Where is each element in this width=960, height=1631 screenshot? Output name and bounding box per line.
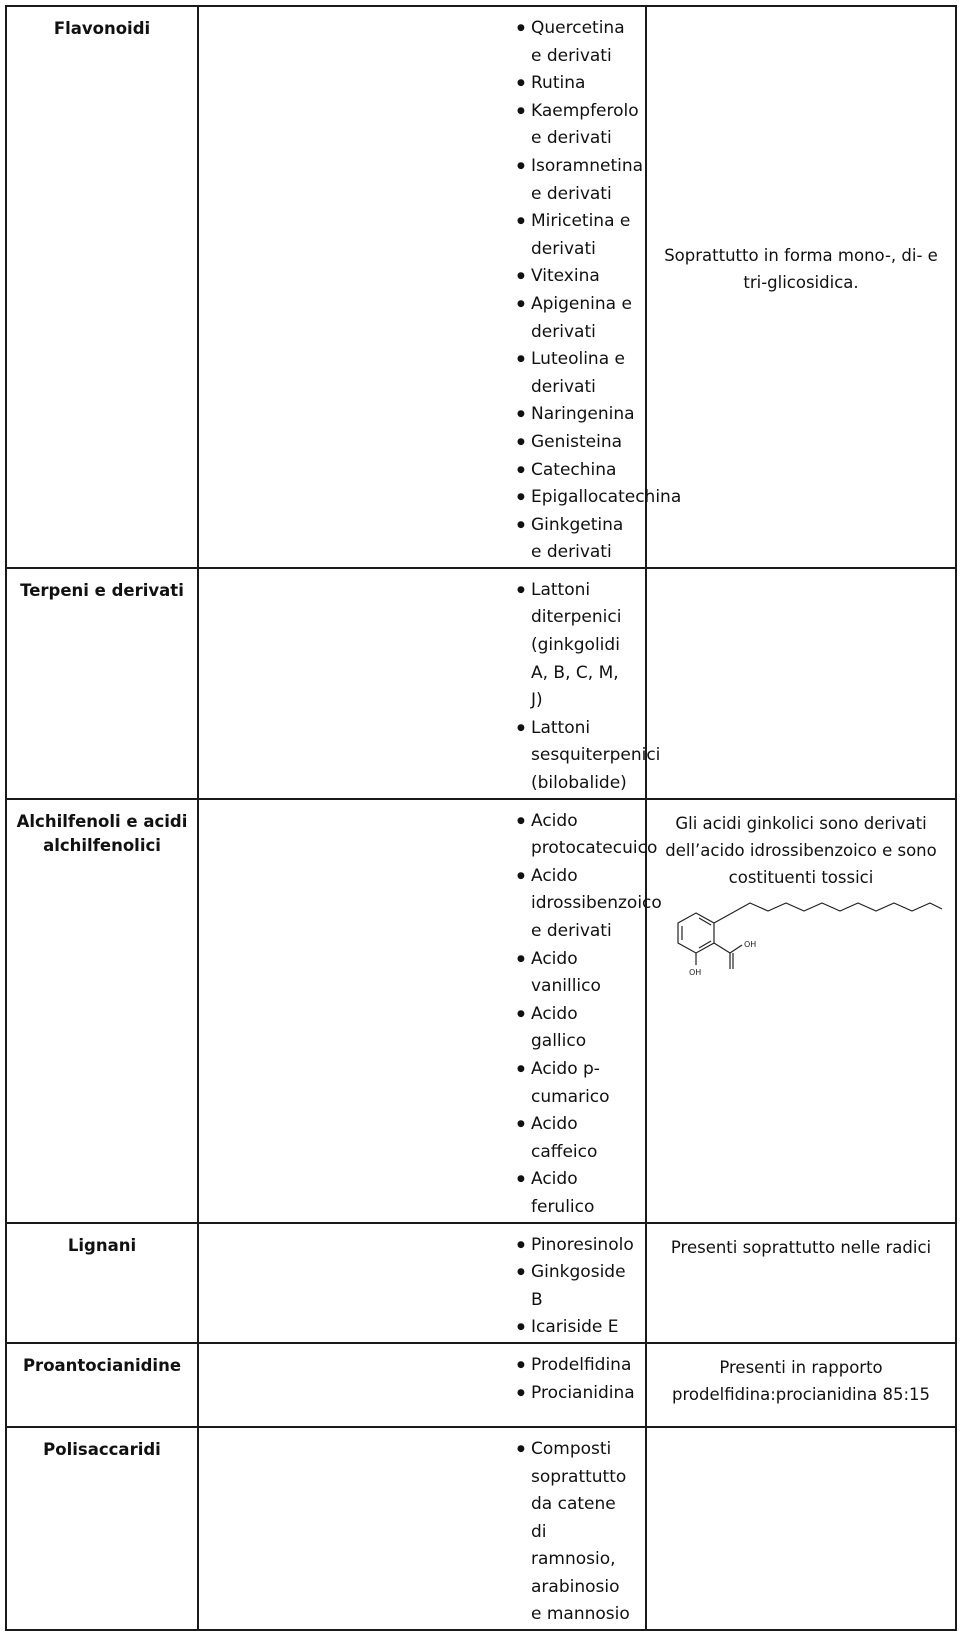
- items-list: [517, 1436, 635, 1629]
- table-row-proantocianidine: [6, 1343, 956, 1427]
- note-cell: [646, 1343, 956, 1427]
- list-item: ● Quercetina e derivati: [517, 15, 635, 70]
- note-cell: [646, 6, 956, 568]
- note-cell: [646, 799, 956, 1223]
- alkyl-chain: [714, 903, 942, 923]
- items-list: [517, 1232, 635, 1342]
- list-item: ● Acido vanillico: [517, 946, 635, 1001]
- cooh-oh-label: OH: [744, 939, 757, 949]
- category-cell: [6, 6, 198, 568]
- category-cell: [6, 799, 198, 1223]
- items-list: [517, 15, 682, 567]
- list-item: ● Lattoni diterpenici (ginkgolidi A, B, C, M, J): [517, 577, 635, 715]
- list-item: ● Genisteina: [517, 429, 635, 457]
- list-item: ● Acido ferulico: [517, 1166, 635, 1221]
- list-item: ● Vitexina: [517, 263, 635, 291]
- items-cell: [198, 6, 682, 568]
- note-text: Presenti soprattutto nelle radici: [670, 1237, 932, 1257]
- items-cell: [198, 1343, 646, 1427]
- note-text: Gli acidi ginkolici sono derivati dell’acido idrossibenzoico e sono costituenti tossici: [665, 813, 937, 887]
- list-item: ● Acido p-cumarico: [517, 1056, 635, 1111]
- category-label: Proantocianidine: [22, 1355, 182, 1375]
- compounds-table: [5, 5, 957, 1631]
- ginkgolic-acid-structure: [656, 899, 946, 979]
- list-item: ● Acido gallico: [517, 1001, 635, 1056]
- note-cell: [646, 1223, 956, 1343]
- category-cell: [6, 1223, 198, 1343]
- items-list: [517, 808, 662, 1222]
- list-item: ● Rutina: [517, 70, 635, 98]
- table-row-lignani: [6, 1223, 956, 1343]
- items-cell: [198, 799, 662, 1223]
- note-text: Presenti in rapporto prodelfidina:procianidina 85:15: [672, 1357, 930, 1404]
- list-item: ● Acido caffeico: [517, 1111, 635, 1166]
- category-label: Flavonoidi: [53, 19, 151, 38]
- items-cell: [198, 568, 661, 799]
- items-cell: [198, 1427, 646, 1630]
- items-cell: [198, 1223, 646, 1343]
- items-list: [517, 1352, 635, 1407]
- category-cell: [6, 568, 198, 799]
- note-text: Soprattutto in forma mono-, di- e tri-glicosidica.: [664, 245, 938, 292]
- list-item: ● Apigenina e derivati: [517, 291, 635, 346]
- list-item: ● Icariside E: [517, 1314, 635, 1342]
- list-item: ● Naringenina: [517, 401, 635, 429]
- category-cell: [6, 1427, 198, 1630]
- category-label: Lignani: [67, 1235, 137, 1255]
- list-item: ● Pinoresinolo: [517, 1232, 635, 1260]
- list-item: ● Isoramnetina e derivati: [517, 153, 635, 208]
- category-label: Terpeni e derivati: [20, 580, 184, 600]
- benzene-ring: [678, 913, 714, 953]
- table-row-alchilfenoli: [6, 799, 956, 1223]
- list-item: ● Epigallocatechina: [517, 484, 635, 512]
- list-item: ● Ginkgetina e derivati: [517, 512, 635, 567]
- list-item: ● Luteolina e derivati: [517, 346, 635, 401]
- list-item: ● Acido idrossibenzoico e derivati: [517, 863, 635, 946]
- category-label: Polisaccaridi: [43, 1439, 161, 1459]
- list-item: ● Catechina: [517, 457, 635, 485]
- list-item: ● Miricetina e derivati: [517, 208, 635, 263]
- category-cell: [6, 1343, 198, 1427]
- list-item: ● Procianidina: [517, 1380, 635, 1408]
- list-item: ● Lattoni sesquiterpenici (bilobalide): [517, 715, 635, 798]
- list-item: ● Prodelfidina: [517, 1352, 635, 1380]
- list-item: ● Ginkgoside B: [517, 1259, 635, 1314]
- category-label: Alchilfenoli e acidi alchilfenolici: [16, 811, 188, 855]
- list-item: ● Acido protocatecuico: [517, 808, 635, 863]
- oh-label: OH: [689, 967, 702, 977]
- note-cell: [646, 568, 956, 799]
- table-row-terpeni: [6, 568, 956, 799]
- items-list: [517, 577, 661, 798]
- table-row-polisaccaridi: [6, 1427, 956, 1630]
- note-cell: [646, 1427, 956, 1630]
- list-item: ● Composti soprattutto da catene di ramnosio, arabinosio e mannosio: [517, 1436, 635, 1629]
- list-item: ● Kaempferolo e derivati: [517, 98, 635, 153]
- table-row-flavonoidi: [6, 6, 956, 568]
